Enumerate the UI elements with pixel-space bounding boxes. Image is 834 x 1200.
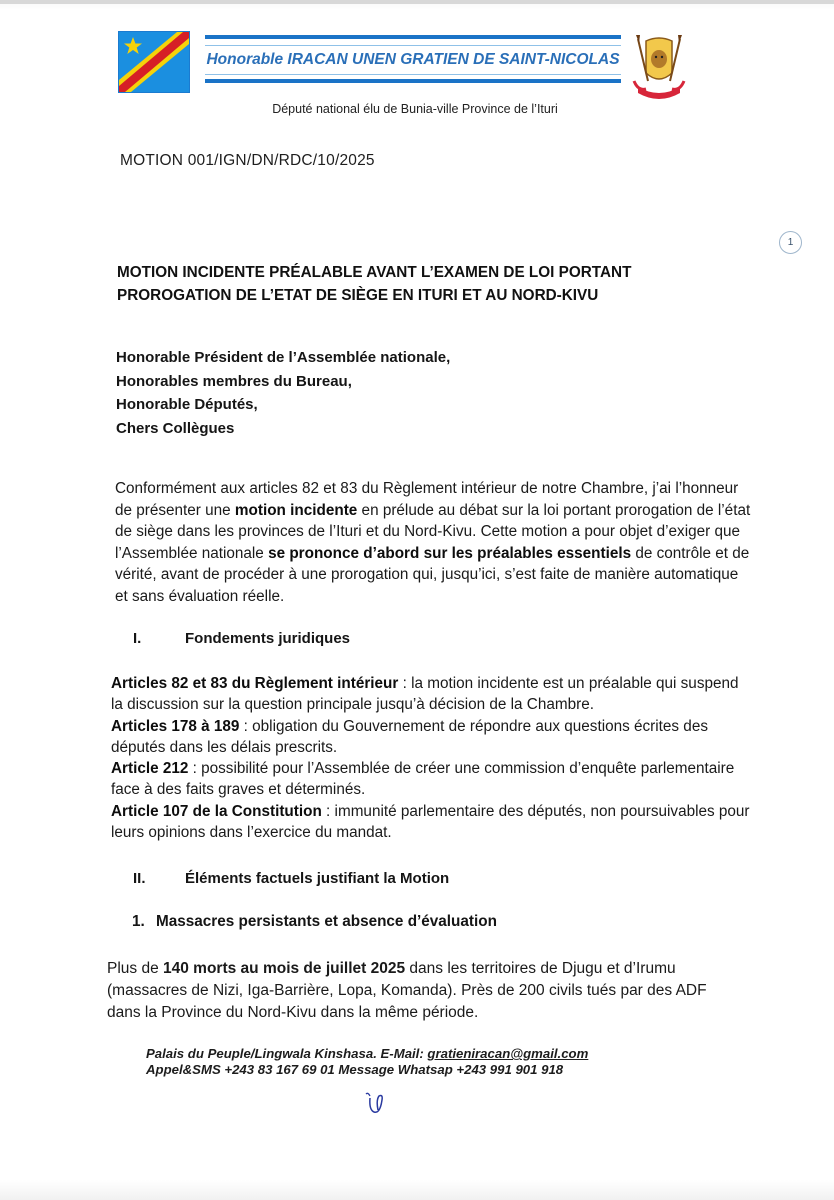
deputy-subtitle: Député national élu de Bunia-ville Province de l’Ituri (272, 102, 558, 116)
motion-reference: MOTION 001/IGN/DN/RDC/10/2025 (120, 152, 375, 169)
drc-coat-of-arms-icon (628, 33, 690, 105)
motion-title (117, 261, 717, 307)
subsection-heading-1 (132, 913, 497, 931)
legal-item-text: : possibilité pour l’Assemblée de créer une commission d’enquête parlementaire face à des faits graves et déterminés. (111, 760, 735, 799)
facts-text: Plus de (107, 960, 164, 977)
section-heading-1 (133, 630, 350, 647)
deputy-name: Honorable IRACAN UNEN GRATIEN DE SAINT-NICOLAS (205, 45, 621, 75)
legal-item (111, 758, 751, 801)
section-title: Éléments factuels justifiant la Motion (185, 870, 450, 887)
facts-text: dans les territoires de Djugu et d’Irumu (massacres de Nizi, Iga-Barrière, Lopa, Komanda). Près de 200 civils tués par des ADF dans la Province du Nord-Kivu dans la même période. (107, 960, 707, 1021)
subsection-title: Massacres persistants et absence d’évaluation (156, 913, 497, 930)
legal-item-text: : immunité parlementaire des députés, non poursuivables pour leurs opinions dans l’exercice du mandat. (111, 802, 750, 842)
legal-item-ref: Articles 82 et 83 du Règlement intérieur (111, 675, 399, 692)
facts-bold: 140 morts au mois de juillet 2025 (163, 960, 406, 977)
salutation-line: Honorables membres du Bureau, (116, 372, 352, 390)
section-number: I. (133, 630, 142, 647)
legal-item (111, 801, 751, 844)
legal-item-text: : obligation du Gouvernement de répondre aux questions écrites des députés dans les délais prescrits. (111, 717, 708, 756)
salutation-line: Honorable Président de l’Assemblée nationale, (116, 349, 451, 366)
salutation-block (116, 346, 450, 440)
page-number-badge: 1 (779, 231, 802, 254)
name-banner (205, 35, 621, 83)
page-top-edge (0, 0, 834, 4)
legal-item-ref: Article 212 (111, 760, 189, 778)
intro-bold: motion incidente (234, 501, 358, 519)
intro-text: en prélude au débat sur la loi portant prorogation de l’état de siège dans les provinces de l’Ituri et du Nord-Kivu. Cette motion a pour objet d’exiger que l’Assemblée nationale (115, 501, 751, 562)
legal-item-ref: Article 107 de la Constitution (111, 802, 322, 820)
drc-flag-icon (118, 31, 190, 93)
motion-title-line-2: PROROGATION DE L’ETAT DE SIÈGE EN ITURI ET AU NORD-KIVU (117, 287, 599, 304)
section-title: Fondements juridiques (185, 630, 351, 647)
facts-paragraph (107, 958, 727, 1024)
contact-footer (146, 1046, 666, 1078)
legal-item-ref: Articles 178 à 189 (111, 717, 240, 735)
intro-text: Conformément aux articles 82 et 83 du Règlement intérieur de notre Chambre, j’ai l’honneur de présenter une (115, 480, 739, 519)
footer-line-1 (146, 1046, 666, 1062)
intro-bold: se prononce d’abord sur les préalables essentiels (268, 544, 632, 562)
email-link[interactable]: gratieniracan@gmail.com (427, 1046, 589, 1061)
salutation-line: Chers Collègues (116, 419, 235, 437)
subsection-number: 1. (132, 913, 145, 930)
motion-title-line-1: MOTION INCIDENTE PRÉALABLE AVANT L’EXAMEN DE LOI PORTANT (117, 264, 632, 281)
legal-basis-list (111, 673, 751, 843)
handwritten-initials (362, 1088, 392, 1120)
intro-text: de contrôle et de vérité, avant de procéder à une prorogation qui, jusqu’ici, s’est faite de manière automatique et sans évaluation réelle. (115, 544, 750, 605)
legal-item (111, 716, 751, 759)
legal-item (111, 673, 751, 716)
salutation-line: Honorable Députés, (116, 396, 258, 413)
footer-line-2: Appel&SMS +243 83 167 69 01 Message Whatsap +243 991 901 918 (146, 1062, 564, 1077)
section-heading-2 (133, 870, 449, 887)
intro-paragraph (115, 478, 755, 607)
section-number: II. (133, 870, 146, 887)
footer-address: Palais du Peuple/Lingwala Kinshasa. E-Mail: (146, 1046, 428, 1061)
legal-item-text: : la motion incidente est un préalable qui suspend la discussion sur la question principale jusqu’à décision de la Chambre. (111, 675, 739, 714)
